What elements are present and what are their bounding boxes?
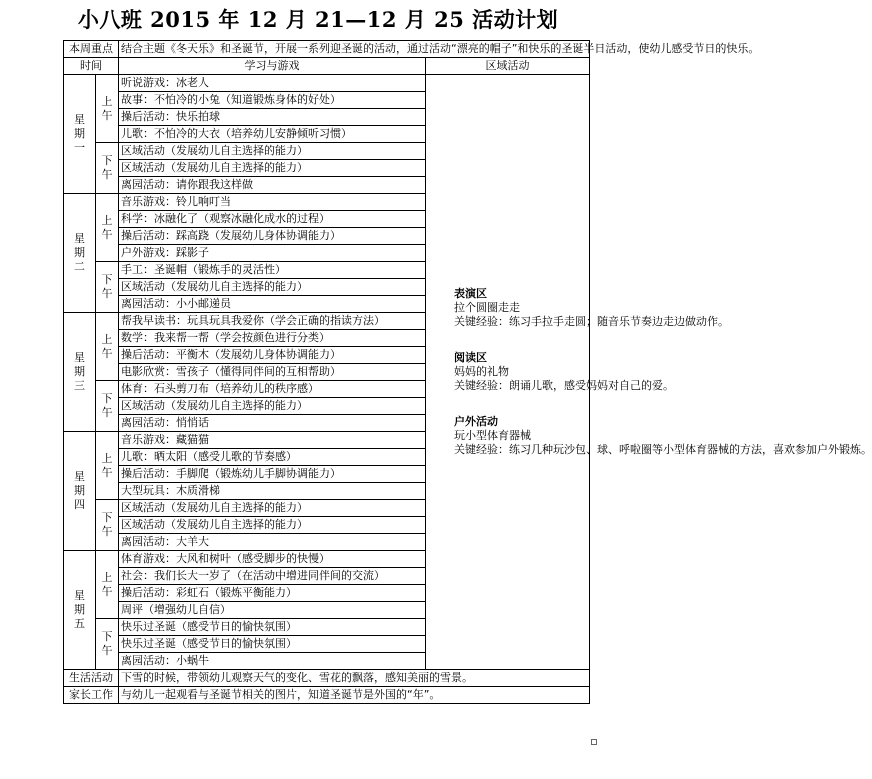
learning-header: 学习与游戏	[119, 58, 426, 75]
morning-label	[96, 75, 119, 143]
activity-cell: 区域活动（发展幼儿自主选择的能力）	[119, 500, 426, 517]
half-day-name: 上午	[101, 451, 113, 479]
activity-cell: 数学：我来帮一帮（学会按颜色进行分类）	[119, 330, 426, 347]
half-day-name: 下午	[101, 154, 113, 181]
activity-cell: 手工：圣诞帽（锻炼手的灵活性）	[119, 262, 426, 279]
morning-label	[96, 194, 119, 262]
activity-cell: 体育游戏：大风和树叶（感受脚步的快慢）	[119, 551, 426, 568]
afternoon-label	[96, 262, 119, 313]
afternoon-label	[96, 500, 119, 551]
activity-cell: 音乐游戏：藏猫猫	[119, 432, 426, 449]
day-label	[64, 551, 96, 670]
afternoon-label	[96, 619, 119, 670]
area-item: 妈妈的礼物	[454, 365, 509, 378]
focus-row	[64, 41, 590, 58]
morning-label	[96, 551, 119, 619]
activity-cell: 体育：石头剪刀布（培养幼儿的秩序感）	[119, 381, 426, 398]
afternoon-label	[96, 381, 119, 432]
half-day-name: 上午	[101, 94, 113, 122]
day-name: 星期四	[74, 470, 85, 511]
area-title: 户外活动	[454, 415, 498, 428]
area-note: 关键经验：练习几种玩沙包、球、呼啦圈等小型体育器械的方法，喜欢参加户外锻炼。	[454, 443, 872, 456]
parents-row	[64, 687, 590, 704]
day-name: 星期五	[74, 589, 85, 630]
activity-cell: 离园活动：小蜗牛	[119, 653, 426, 670]
day-name: 星期二	[74, 232, 85, 273]
area-gap	[428, 393, 587, 415]
half-day-name: 上午	[101, 570, 113, 598]
area-item: 拉个圆圈走走	[454, 301, 520, 314]
half-day-name: 下午	[101, 273, 113, 300]
area-gap	[428, 329, 587, 351]
activity-cell: 科学：冰融化了（观察冰融化成水的过程）	[119, 211, 426, 228]
afternoon-label	[96, 143, 119, 194]
focus-text: 结合主题《冬天乐》和圣诞节，开展一系列迎圣诞的活动，通过活动“漂亮的帽子”和快乐的圣诞半日活动，使幼儿感受节日的快乐。	[119, 41, 590, 58]
activity-cell: 区域活动（发展幼儿自主选择的能力）	[119, 279, 426, 296]
activity-cell: 音乐游戏：铃儿响叮当	[119, 194, 426, 211]
area-note: 关键经验：朗诵儿歌，感受妈妈对自己的爱。	[454, 379, 674, 392]
half-day-name: 下午	[101, 630, 113, 657]
activity-cell: 离园活动：悄悄话	[119, 415, 426, 432]
corner-mark	[591, 739, 597, 745]
activity-cell: 区域活动（发展幼儿自主选择的能力）	[119, 143, 426, 160]
activity-cell: 离园活动：小小邮递员	[119, 296, 426, 313]
activity-cell: 快乐过圣诞（感受节日的愉快氛围）	[119, 619, 426, 636]
activity-cell: 操后活动：手脚爬（锻炼幼儿手脚协调能力）	[119, 466, 426, 483]
activity-cell: 大型玩具：木质滑梯	[119, 483, 426, 500]
activity-cell: 操后活动：踩高跷（发展幼儿身体协调能力）	[119, 228, 426, 245]
schedule-row	[64, 75, 590, 92]
half-day-name: 上午	[101, 332, 113, 360]
activity-cell: 离园活动：请你跟我这样做	[119, 177, 426, 194]
day-name: 星期三	[74, 351, 85, 392]
half-day-name: 上午	[101, 213, 113, 241]
activity-cell: 儿歌：晒太阳（感受儿歌的节奏感）	[119, 449, 426, 466]
half-day-name: 下午	[101, 392, 113, 419]
activity-cell: 户外游戏：踩影子	[119, 245, 426, 262]
header-row	[64, 58, 590, 75]
life-label: 生活活动	[64, 670, 119, 687]
activity-cell: 离园活动：大羊大	[119, 534, 426, 551]
activity-cell: 操后活动：快乐拍球	[119, 109, 426, 126]
area-item: 玩小型体育器械	[454, 429, 531, 442]
activity-cell: 听说游戏：冰老人	[119, 75, 426, 92]
area-title: 表演区	[454, 287, 487, 300]
day-label	[64, 313, 96, 432]
activity-cell: 帮我早读书：玩具玩具我爱你（学会正确的指读方法）	[119, 313, 426, 330]
area-title: 阅读区	[454, 351, 487, 364]
life-row	[64, 670, 590, 687]
day-label	[64, 75, 96, 194]
half-day-name: 下午	[101, 511, 113, 538]
activity-cell: 儿歌：不怕冷的大衣（培养幼儿安静倾听习惯）	[119, 126, 426, 143]
morning-label	[96, 313, 119, 381]
day-label	[64, 194, 96, 313]
activity-cell: 操后活动：平衡木（发展幼儿身体协调能力）	[119, 347, 426, 364]
morning-label	[96, 432, 119, 500]
day-name: 星期一	[74, 113, 85, 154]
page-title: 小八班 2015 年 12 月 21—12 月 25 活动计划	[77, 7, 559, 32]
time-header: 时间	[64, 58, 119, 75]
activity-cell: 电影欣赏：雪孩子（懂得同伴间的互相帮助）	[119, 364, 426, 381]
activity-cell: 快乐过圣诞（感受节日的愉快氛围）	[119, 636, 426, 653]
parents-label: 家长工作	[64, 687, 119, 704]
activity-cell: 社会：我们长大一岁了（在活动中增进同伴间的交流）	[119, 568, 426, 585]
parents-text: 与幼儿一起观看与圣诞节相关的图片，知道圣诞节是外国的“年”。	[119, 687, 590, 704]
focus-label: 本周重点	[64, 41, 119, 58]
activity-cell: 操后活动：彩虹石（锻炼平衡能力）	[119, 585, 426, 602]
activity-cell: 区域活动（发展幼儿自主选择的能力）	[119, 160, 426, 177]
life-text: 下雪的时候，带领幼儿观察天气的变化、雪花的飘落，感知美丽的雪景。	[119, 670, 590, 687]
activity-cell: 故事：不怕冷的小兔（知道锻炼身体的好处）	[119, 92, 426, 109]
area-note: 关键经验：练习手拉手走圆；随音乐节奏边走边做动作。	[454, 315, 729, 328]
region-header: 区域活动	[426, 58, 590, 75]
activity-cell: 区域活动（发展幼儿自主选择的能力）	[119, 398, 426, 415]
activity-cell: 周评（增强幼儿自信）	[119, 602, 426, 619]
day-label	[64, 432, 96, 551]
activity-cell: 区域活动（发展幼儿自主选择的能力）	[119, 517, 426, 534]
region-activities	[426, 75, 872, 670]
activity-plan-table	[63, 40, 872, 704]
